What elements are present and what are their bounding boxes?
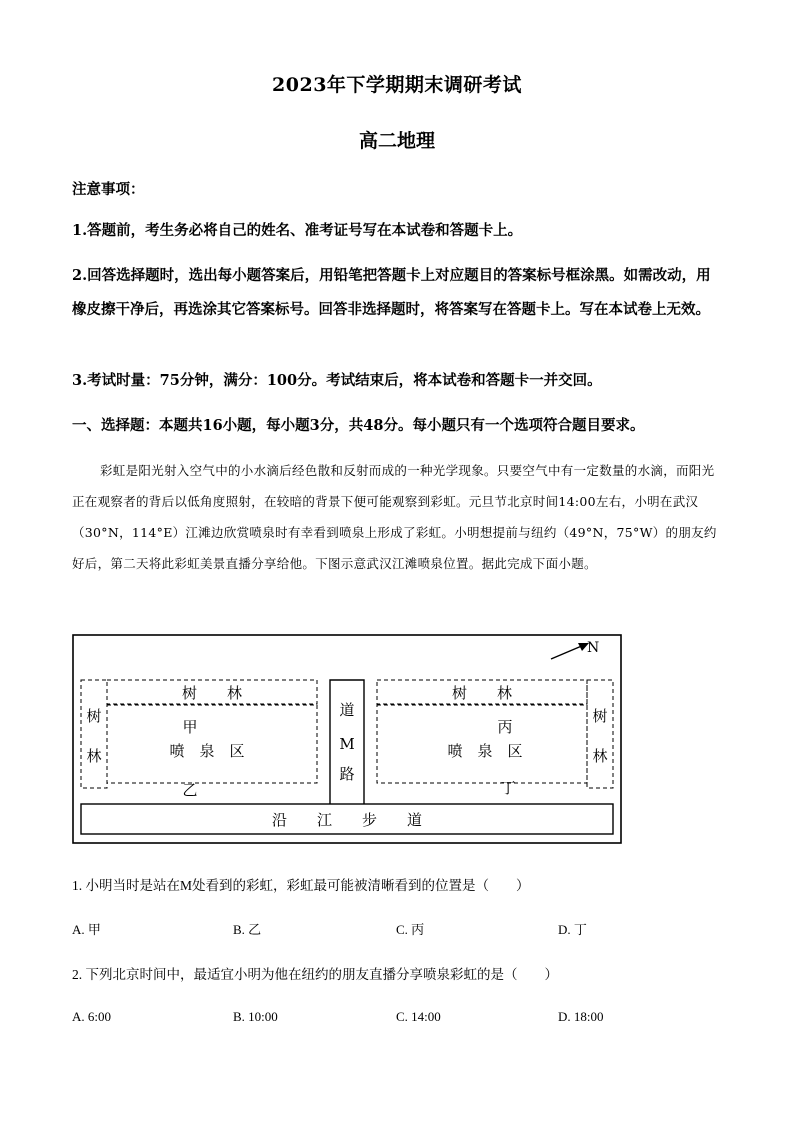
notice-item-2: 2.回答选择题时，选出每小题答案后，用铅笔把答题卡上对应题目的答案标号框涂黑。如需改动，用橡皮擦干净后，再选涂其它答案标号。回答非选择题时，将答案写在答题卡上。写在本试卷上无效。 <box>72 267 711 318</box>
right-area-label: 喷 泉 区 <box>447 742 523 760</box>
point-jia: 甲 <box>182 718 198 736</box>
road-label-2: M <box>339 735 355 753</box>
notice-heading: 注意事项： <box>72 181 145 198</box>
exam-subject: 高二地理 <box>358 130 435 152</box>
left-area-label: 喷 泉 区 <box>169 742 245 760</box>
point-bing: 丙 <box>497 718 513 736</box>
road-label-3: 路 <box>339 765 355 783</box>
question-2-option-c[interactable]: C. 14:00 <box>396 1009 441 1024</box>
point-yi: 乙 <box>182 781 198 799</box>
north-label: N <box>587 640 600 656</box>
question-1-option-d[interactable]: D. 丁 <box>558 922 587 937</box>
notice-item-1: 1.答题前，考生务必将自己的姓名、准考证号写在本试卷和答题卡上。 <box>72 222 523 239</box>
question-1-stem: 1. 小明当时是站在M处看到的彩虹，彩虹最可能被清晰看到的位置是（ ） <box>72 878 530 893</box>
notice-item-3: 3.考试时量：75分钟，满分：100分。考试结束后，将本试卷和答题卡一并交回。 <box>72 372 602 389</box>
left-tree-side-label-2: 林 <box>86 747 102 765</box>
question-2-stem: 2. 下列北京时间中，最适宜小明为他在纽约的朋友直播分享喷泉彩虹的是（ ） <box>72 967 558 982</box>
question-1-option-b[interactable]: B. 乙 <box>233 922 262 937</box>
right-tree-side-label-2: 林 <box>592 747 608 765</box>
north-arrow-icon <box>551 643 589 659</box>
exam-title: 2023年下学期期末调研考试 <box>272 74 522 96</box>
left-tree-strip-side <box>81 680 107 788</box>
question-2-option-b[interactable]: B. 10:00 <box>233 1009 278 1024</box>
right-tree-side-label-1: 树 <box>592 707 608 725</box>
section-heading: 一、选择题：本题共16小题，每小题3分，共48分。每小题只有一个选项符合题目要求。 <box>72 417 645 434</box>
question-1-option-c[interactable]: C. 丙 <box>396 922 425 937</box>
question-2-option-d[interactable]: D. 18:00 <box>558 1009 604 1024</box>
left-tree-side-label-1: 树 <box>86 707 102 725</box>
reading-passage: 彩虹是阳光射入空气中的小水滴后经色散和反射而成的一种光学现象。只要空气中有一定数量的水滴，而阳光正在观察者的背后以低角度照射，在较暗的背景下便可能观察到彩虹。元旦节北京时间14:00左右，小明在武汉（30°N，114°E）江滩边欣赏喷泉时有幸看到喷泉上形成了彩虹。小明想提前与纽约（49°N，75°W）的朋友约好后，第二天将此彩虹美景直播分享给他。下图示意武汉江滩喷泉位置。据此完成下面小题。 <box>72 463 717 571</box>
right-tree-top-label: 树 林 <box>451 684 513 702</box>
question-1-option-a[interactable]: A. 甲 <box>72 922 101 937</box>
fountain-map <box>0 625 794 855</box>
left-tree-top-label: 树 林 <box>181 684 243 702</box>
walkway-label: 沿 江 步 道 <box>271 811 423 829</box>
point-ding: 丁 <box>500 779 516 797</box>
road-label-1: 道 <box>339 701 355 719</box>
question-2-option-a[interactable]: A. 6:00 <box>72 1009 111 1024</box>
right-tree-strip-side <box>587 680 613 788</box>
